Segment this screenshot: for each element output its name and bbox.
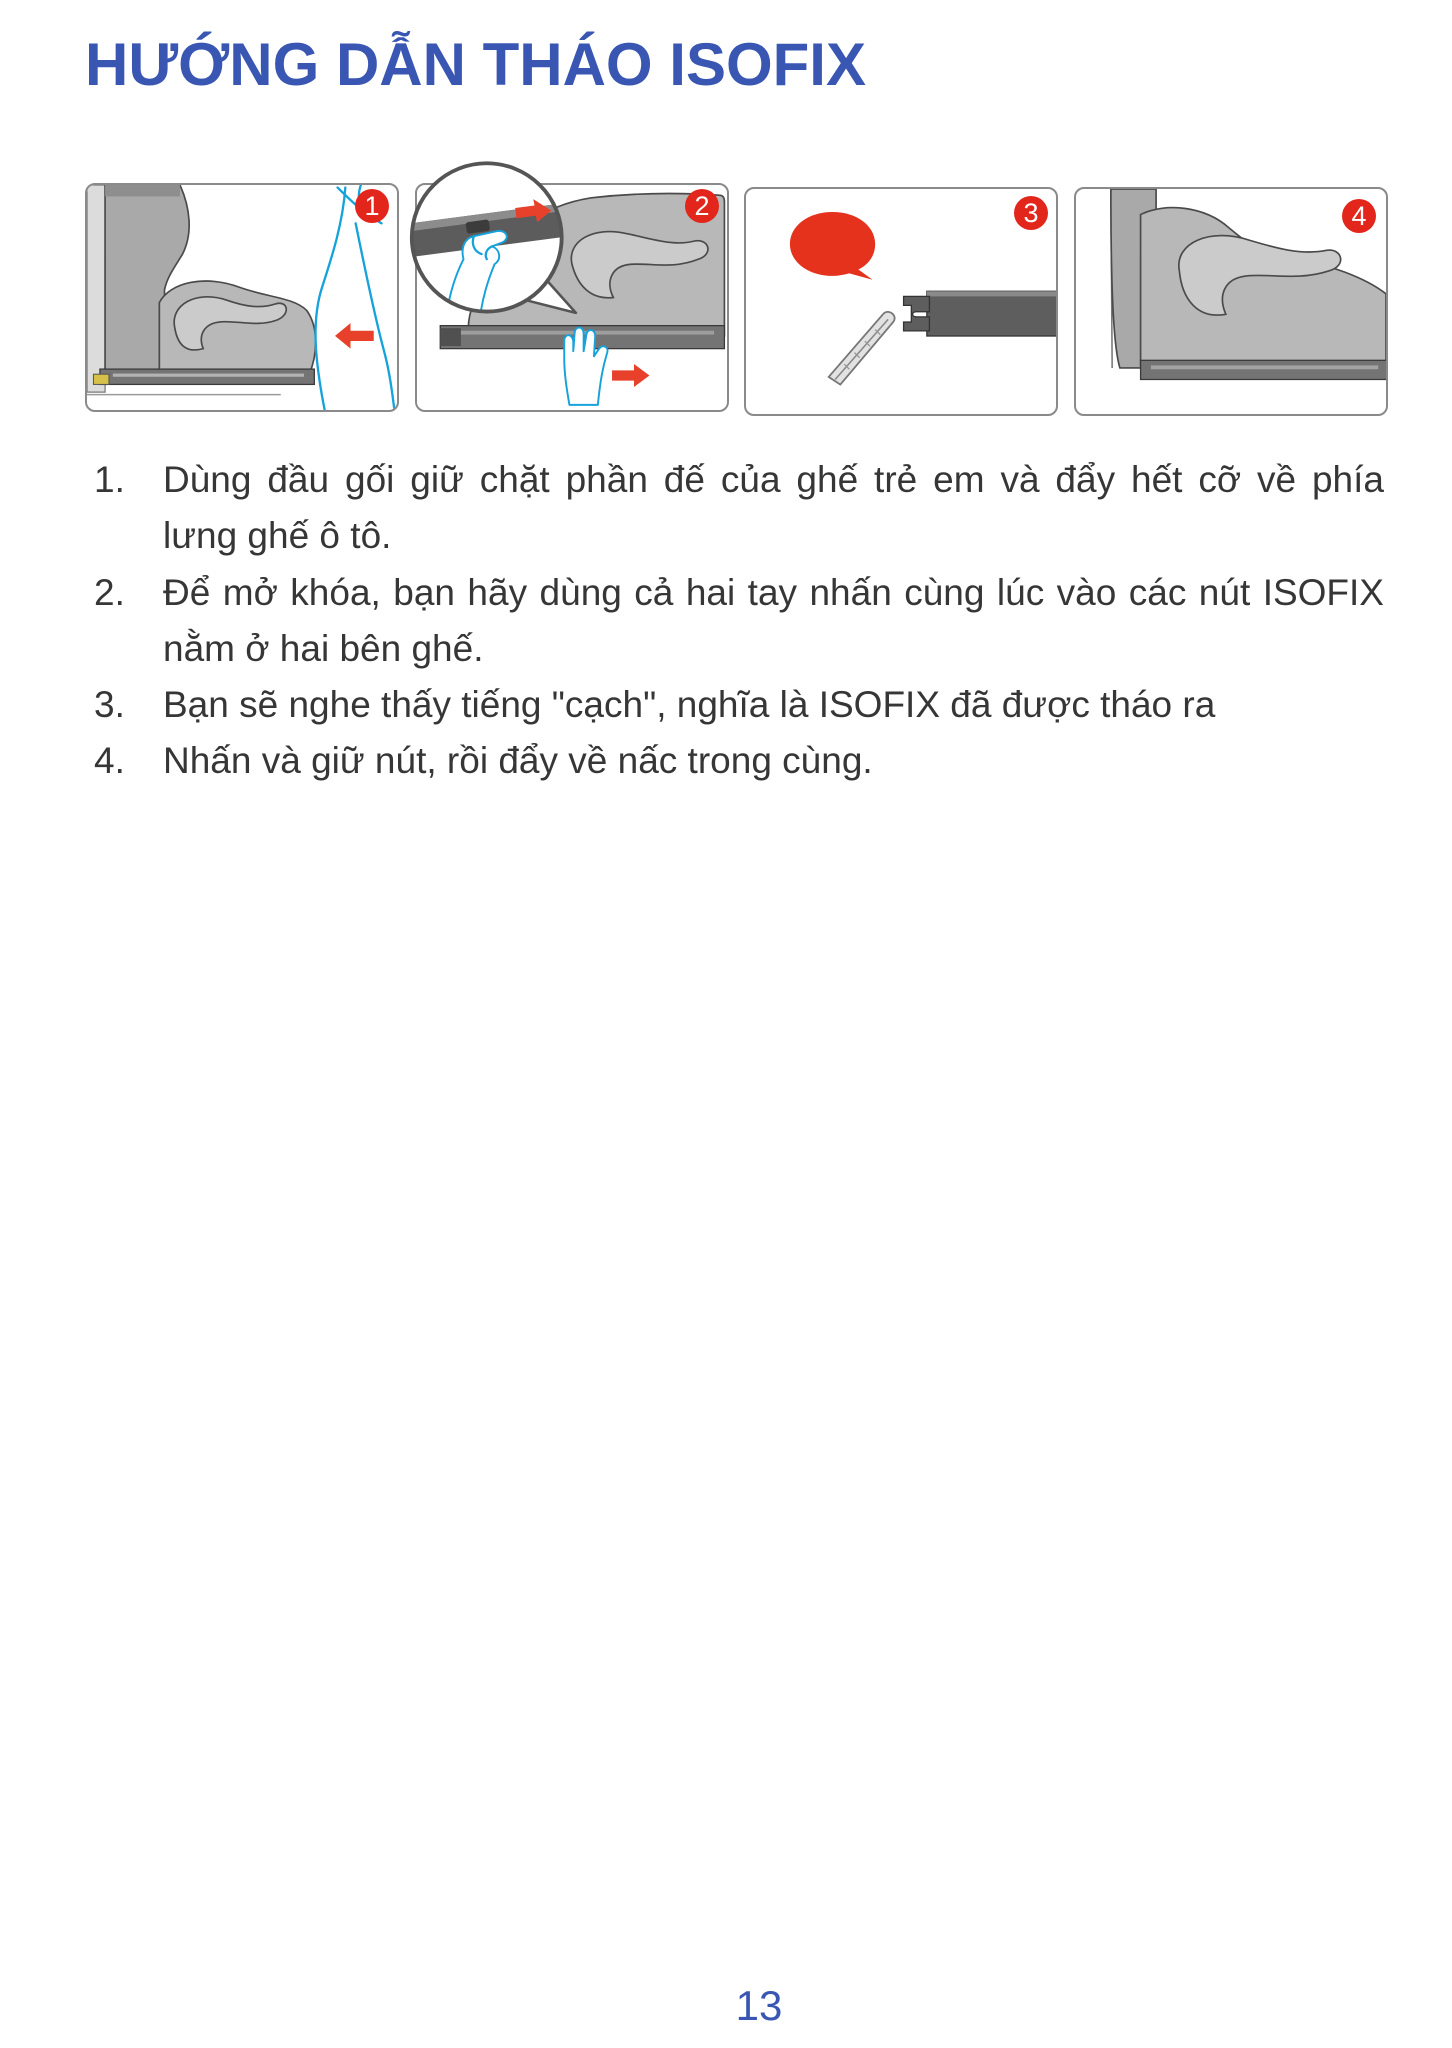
knee-push-illustration <box>87 185 397 410</box>
step-badge-4: 4 <box>1342 199 1376 233</box>
step-text-line: Để mở khóa, bạn hãy dùng cả hai tay nhấn cùng lúc vào các nút ISOFIX <box>163 571 1384 613</box>
step-text-line: lưng ghế ô tô. <box>163 515 392 557</box>
step-panel-2 <box>415 183 729 412</box>
shin-outline <box>356 223 395 410</box>
instruction-step-2 <box>94 565 1384 678</box>
instruction-step-4 <box>94 733 1384 789</box>
isofix-arm-highlight <box>927 291 1058 296</box>
backrest-top-band <box>105 185 180 197</box>
isofix-arm <box>927 291 1058 336</box>
step-panel-1 <box>85 183 399 412</box>
step-text <box>163 677 1384 733</box>
step-number: 2. <box>94 571 125 613</box>
step-panel-4 <box>1074 187 1388 416</box>
anchor-bar-inner-line <box>835 319 888 379</box>
base-stripe <box>113 374 304 377</box>
booster-seat-cushion <box>1141 208 1386 366</box>
knee-outline <box>316 188 346 410</box>
page-title: HƯỚNG DẪN THÁO ISOFIX <box>85 31 866 98</box>
step-text <box>163 452 1384 565</box>
isofix-latch-jaw <box>904 296 930 331</box>
step-number: 3. <box>94 684 125 726</box>
booster-base <box>1141 360 1388 379</box>
isofix-connector <box>93 374 109 384</box>
push-right-arrow <box>612 364 649 387</box>
slide-back-illustration <box>1076 189 1386 414</box>
step-badge-3: 3 <box>1014 196 1048 230</box>
click-release-illustration <box>746 189 1056 414</box>
step-text <box>163 565 1384 678</box>
step-badge-2: 2 <box>685 189 719 223</box>
step-text <box>163 733 1384 789</box>
step-panel-3 <box>744 187 1058 416</box>
step-text-line: Nhấn và giữ nút, rồi đẩy về nấc trong cùng. <box>163 740 873 782</box>
base-stripe <box>456 331 714 335</box>
click-sound-bubble <box>790 212 875 280</box>
step-text-line: Bạn sẽ nghe thấy tiếng "cạch", nghĩa là ISOFIX đã được tháo ra <box>163 684 1216 726</box>
vehicle-seat-back <box>87 185 105 392</box>
push-left-arrow <box>335 323 374 349</box>
instruction-step-1 <box>94 452 1384 565</box>
step-number: 4. <box>94 740 125 782</box>
instruction-list <box>94 452 1384 790</box>
base-stripe <box>1151 365 1378 369</box>
instruction-step-3 <box>94 677 1384 733</box>
isofix-removal-steps-figure <box>0 0 1452 440</box>
step-text-line: Dùng đầu gối giữ chặt phần đế của ghế trẻ em và đẩy hết cỡ về phía <box>163 459 1384 500</box>
press-release-buttons-illustration <box>417 185 727 410</box>
step-number: 1. <box>94 459 125 500</box>
isofix-connector <box>440 328 461 346</box>
page-number: 13 <box>735 1982 783 2029</box>
step-text-line: nằm ở hai bên ghế. <box>163 627 484 669</box>
step-badge-1: 1 <box>355 189 389 223</box>
